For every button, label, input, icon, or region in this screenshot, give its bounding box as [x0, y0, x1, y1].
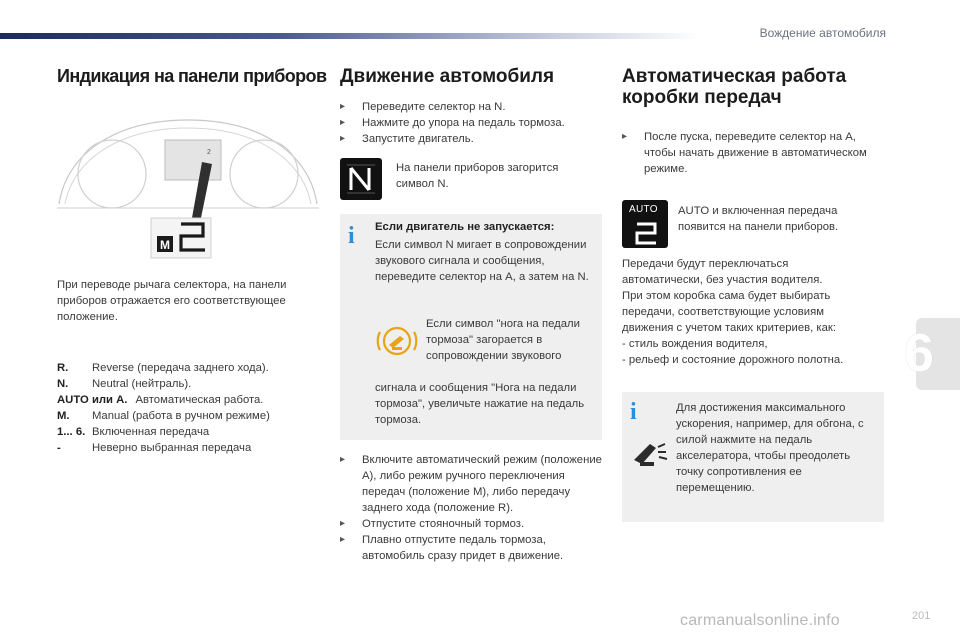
legend-row: M. Manual (работа в ручном режиме)	[57, 410, 270, 422]
neutral-n-icon	[340, 158, 382, 200]
step-item: ▸ Отпустите стояночный тормоз.	[340, 516, 602, 532]
svg-text:M: M	[160, 238, 170, 252]
legend-row: 1... 6. Включенная передача	[57, 426, 210, 438]
acceleration-info-text: Для достижения максимального ускорения, например, для обгона, с силой нажмите на педаль акселератора, чтобы преодолеть точку сопротивления ее перемещению.	[676, 402, 864, 494]
paragraph-line: - стиль вождения водителя,	[622, 338, 768, 350]
info-box-text-brake-cont: сигнала и сообщения "Нога на педали тормоза", увеличьте нажатие на педаль тормоза.	[375, 382, 585, 426]
section-title-indication: Индикация на панели приборов	[57, 66, 327, 86]
section-title-driving: Движение автомобиля	[340, 66, 555, 87]
left-paragraph: При переводе рычага селектора, на панели приборов отражается его соответствующее положение.	[57, 279, 287, 323]
neutral-note: На панели приборов загорится символ N.	[396, 162, 559, 190]
foot-on-brake-warning-icon	[376, 326, 418, 356]
paragraph-line: автоматически, без участия водителя.	[622, 274, 823, 286]
page-number: 201	[912, 610, 931, 622]
running-header: Вождение автомобиля	[759, 26, 886, 40]
info-box-text: Если символ N мигает в сопровождении звукового сигнала и сообщения, переведите селектор на A, а затем на N.	[375, 239, 589, 283]
info-icon: i	[630, 399, 637, 425]
legend-row: AUTO или A. Автоматическая работа.	[57, 394, 264, 406]
step-item: ▸ Переведите селектор на N.	[340, 99, 600, 115]
header-bar	[0, 33, 700, 39]
accelerator-pedal-icon	[628, 438, 670, 468]
step-item: ▸ Включите автоматический режим (положение A), либо режим ручного переключения передач (положение M), либо передачу заднего хода (положение R).	[340, 452, 602, 516]
paragraph-line: Передачи будут переключаться	[622, 258, 789, 270]
legend-row: N. Neutral (нейтраль).	[57, 378, 192, 390]
step-item: ▸ Запустите двигатель.	[340, 131, 600, 147]
legend-row: - Неверно выбранная передача	[57, 442, 252, 454]
info-box-text-brake: Если символ "нога на педали тормоза" загорается в сопровождении звукового	[426, 318, 580, 362]
paragraph-line: движения с учетом таких критериев, как:	[622, 322, 836, 334]
chapter-number: 6	[904, 323, 935, 383]
section-title-auto-gearbox: Автоматическая работа коробки передач	[622, 66, 847, 108]
mid-steps-2	[340, 452, 602, 564]
right-steps	[622, 129, 884, 177]
info-icon: i	[348, 223, 355, 249]
instrument-cluster-illustration	[57, 112, 319, 262]
mid-steps	[340, 99, 600, 147]
paragraph-line: передачи, соответствующие условиям	[622, 306, 825, 318]
step-item: ▸ Плавно отпустите педаль тормоза, автомобиль сразу придет в движение.	[340, 532, 602, 564]
auto-note: AUTO и включенная передача появится на панели приборов.	[678, 205, 839, 233]
paragraph-line: При этом коробка сама будет выбирать	[622, 290, 831, 302]
step-item: ▸ Нажмите до упора на педаль тормоза.	[340, 115, 600, 131]
watermark: carmanualsonline.info	[680, 612, 840, 629]
right-paragraph	[622, 256, 884, 368]
svg-text:2: 2	[207, 149, 211, 156]
auto-icon-label: AUTO	[629, 204, 658, 215]
paragraph-line: - рельеф и состояние дорожного полотна.	[622, 354, 844, 366]
gear-legend	[57, 360, 319, 456]
step-item: ▸ После пуска, переведите селектор на A, чтобы начать движение в автоматическом режиме.	[622, 129, 884, 177]
legend-row: R. Reverse (передача заднего хода).	[57, 362, 269, 374]
info-box-title: Если двигатель не запускается:	[375, 221, 555, 233]
